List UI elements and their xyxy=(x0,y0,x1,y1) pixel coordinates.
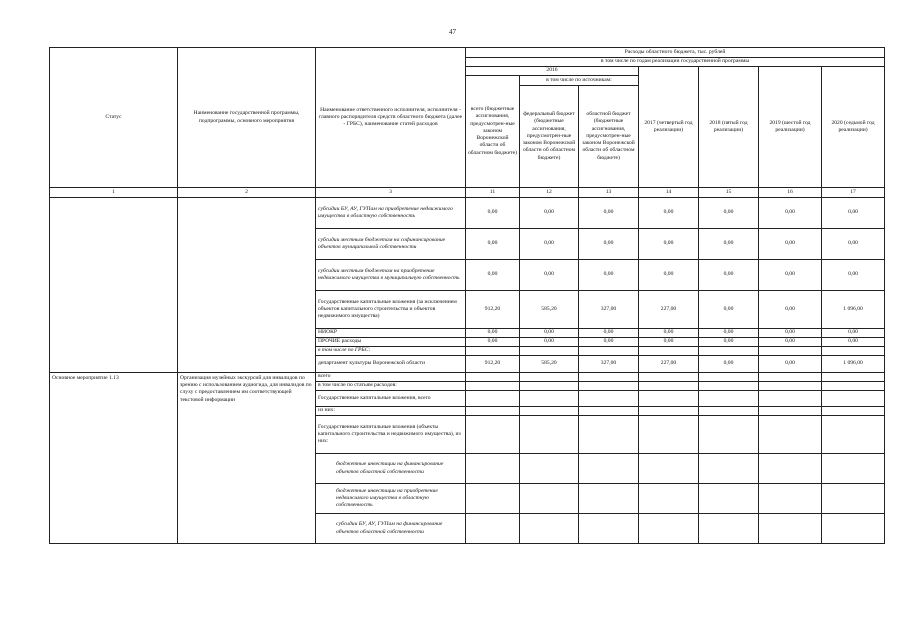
value-cell: 0,00 xyxy=(822,338,885,347)
value-cell xyxy=(579,391,639,407)
value-cell xyxy=(579,373,639,382)
value-cell xyxy=(579,454,639,484)
row-name-empty xyxy=(178,198,316,373)
value-cell: 0,00 xyxy=(466,329,520,338)
value-cell xyxy=(699,454,759,484)
header-executor: Наименование ответственного исполнителя, исполнителя - главного распорядителя средств областного бюджета (далее - ГРБС), наименование статей расходов xyxy=(316,48,466,188)
row-label: департамент культуры Воронежской области xyxy=(316,356,466,373)
col-number: 3 xyxy=(316,188,466,198)
header-2017: 2017 (четвертый год реализации) xyxy=(639,67,699,188)
value-cell xyxy=(520,484,579,514)
value-cell: 0,00 xyxy=(759,356,822,373)
value-cell xyxy=(699,514,759,544)
value-cell: 0,00 xyxy=(822,329,885,338)
value-cell xyxy=(759,373,822,382)
row-label: бюджетные инвестиции на приобретение недвижимого имущества в областную собственность xyxy=(316,484,466,514)
value-cell: 585,20 xyxy=(520,291,579,329)
col-number: 16 xyxy=(759,188,822,198)
header-by-year: в том числе по годам реализации государственной программы xyxy=(466,58,885,67)
budget-table xyxy=(49,47,885,544)
value-cell xyxy=(520,454,579,484)
header-program-name: Наименование государственной программы, подпрограммы, основного мероприятия xyxy=(178,48,316,188)
value-cell: 0,00 xyxy=(466,260,520,291)
value-cell: 912,20 xyxy=(466,356,520,373)
row-label: Государственные капитальные вложения (объекты капитального строительства и недвижимого имущества), из них: xyxy=(316,416,466,454)
col-number: 14 xyxy=(639,188,699,198)
section-name: Организация музейных экскурсий для инвалидов по зрению с использованием аудиогида, для инвалидов по слуху с предоставлением им соответствующей текстовой информации xyxy=(178,373,316,544)
value-cell xyxy=(520,514,579,544)
value-cell: 0,00 xyxy=(639,260,699,291)
value-cell xyxy=(520,382,579,391)
value-cell: 0,00 xyxy=(759,260,822,291)
value-cell: 0,00 xyxy=(699,356,759,373)
col-number: 17 xyxy=(822,188,885,198)
section-status: Основное мероприятие 1.13 xyxy=(50,373,178,544)
col-number: 1 xyxy=(50,188,178,198)
value-cell xyxy=(579,416,639,454)
header-2020: 2020 (седьмой год реализации) xyxy=(822,67,885,188)
value-cell: 0,00 xyxy=(579,329,639,338)
value-cell xyxy=(520,407,579,416)
value-cell xyxy=(466,514,520,544)
row-label: субсидии БУ, АУ, ГУПам на приобретение недвижимого имущества в областную собственность xyxy=(316,198,466,229)
row-label: субсидии местным бюджетам на софинансирование объектов муниципальной собственности xyxy=(316,229,466,260)
value-cell xyxy=(699,347,759,356)
value-cell: 0,00 xyxy=(822,229,885,260)
value-cell xyxy=(466,347,520,356)
value-cell: 0,00 xyxy=(699,338,759,347)
value-cell xyxy=(466,373,520,382)
value-cell: 0,00 xyxy=(822,198,885,229)
col-number: 11 xyxy=(466,188,520,198)
value-cell: 0,00 xyxy=(699,229,759,260)
value-cell xyxy=(639,407,699,416)
value-cell: 585,20 xyxy=(520,356,579,373)
header-2018: 2018 (пятый год реализации) xyxy=(699,67,759,188)
value-cell xyxy=(759,347,822,356)
value-cell xyxy=(579,514,639,544)
col-number: 12 xyxy=(520,188,579,198)
header-2016: 2016 xyxy=(466,67,639,76)
value-cell: 1 096,00 xyxy=(822,291,885,329)
col-number: 2 xyxy=(178,188,316,198)
header-incl-sources: в том числе по источникам: xyxy=(520,76,639,86)
table-row xyxy=(50,373,885,382)
row-label: в том числе по статьям расходов: xyxy=(316,382,466,391)
value-cell xyxy=(466,391,520,407)
value-cell: 0,00 xyxy=(699,198,759,229)
value-cell xyxy=(699,373,759,382)
row-label: Государственные капитальные вложения, всего xyxy=(316,391,466,407)
value-cell xyxy=(639,373,699,382)
value-cell: 0,00 xyxy=(639,329,699,338)
value-cell xyxy=(822,454,885,484)
value-cell xyxy=(822,484,885,514)
value-cell: 0,00 xyxy=(699,291,759,329)
value-cell: 0,00 xyxy=(759,338,822,347)
value-cell: 227,00 xyxy=(639,356,699,373)
value-cell: 0,00 xyxy=(579,198,639,229)
value-cell xyxy=(759,391,822,407)
value-cell xyxy=(520,347,579,356)
value-cell xyxy=(520,416,579,454)
col-number: 13 xyxy=(579,188,639,198)
value-cell xyxy=(466,454,520,484)
value-cell: 0,00 xyxy=(466,338,520,347)
value-cell xyxy=(579,347,639,356)
value-cell xyxy=(639,391,699,407)
value-cell: 0,00 xyxy=(520,329,579,338)
row-status-empty xyxy=(50,198,178,373)
value-cell xyxy=(822,382,885,391)
header-expenses: Расходы областного бюджета, тыс. рублей xyxy=(466,48,885,58)
column-number-row xyxy=(50,188,885,198)
value-cell: 0,00 xyxy=(759,329,822,338)
value-cell xyxy=(639,347,699,356)
value-cell: 0,00 xyxy=(520,260,579,291)
col-number: 15 xyxy=(699,188,759,198)
value-cell: 0,00 xyxy=(759,291,822,329)
value-cell: 1 096,00 xyxy=(822,356,885,373)
value-cell xyxy=(822,347,885,356)
value-cell xyxy=(699,391,759,407)
value-cell xyxy=(466,382,520,391)
continued-rows xyxy=(50,198,885,373)
value-cell: 0,00 xyxy=(759,229,822,260)
row-label: Государственные капитальные вложения (за исключением объектов капитального строительства и объектов недвижимого имущества) xyxy=(316,291,466,329)
value-cell xyxy=(639,484,699,514)
value-cell xyxy=(520,373,579,382)
value-cell xyxy=(759,407,822,416)
value-cell: 327,00 xyxy=(579,356,639,373)
value-cell xyxy=(466,407,520,416)
row-label: субсидии БУ, АУ, ГУПам на финансирование объектов областной собственности xyxy=(316,514,466,544)
section-1-13 xyxy=(50,373,885,544)
value-cell: 0,00 xyxy=(520,229,579,260)
page-number: 47 xyxy=(449,28,456,36)
table-header xyxy=(50,48,885,198)
table-row xyxy=(50,198,885,229)
value-cell xyxy=(639,416,699,454)
value-cell: 0,00 xyxy=(466,198,520,229)
value-cell xyxy=(822,416,885,454)
row-label: ПРОЧИЕ расходы xyxy=(316,338,466,347)
value-cell xyxy=(822,391,885,407)
row-label: из них: xyxy=(316,407,466,416)
value-cell xyxy=(639,514,699,544)
value-cell xyxy=(699,484,759,514)
value-cell xyxy=(699,407,759,416)
value-cell: 0,00 xyxy=(822,260,885,291)
value-cell: 0,00 xyxy=(520,338,579,347)
value-cell: 0,00 xyxy=(639,338,699,347)
value-cell xyxy=(759,514,822,544)
value-cell xyxy=(520,391,579,407)
value-cell xyxy=(699,416,759,454)
value-cell: 912,20 xyxy=(466,291,520,329)
value-cell xyxy=(579,484,639,514)
row-label: всего xyxy=(316,373,466,382)
value-cell: 0,00 xyxy=(639,229,699,260)
value-cell: 0,00 xyxy=(639,198,699,229)
row-label: в том числе по ГРБС: xyxy=(316,347,466,356)
value-cell xyxy=(822,373,885,382)
value-cell xyxy=(822,514,885,544)
value-cell xyxy=(466,484,520,514)
value-cell: 0,00 xyxy=(699,260,759,291)
value-cell xyxy=(759,416,822,454)
value-cell: 327,00 xyxy=(579,291,639,329)
value-cell: 0,00 xyxy=(759,198,822,229)
value-cell: 0,00 xyxy=(579,229,639,260)
value-cell: 227,00 xyxy=(639,291,699,329)
value-cell: 0,00 xyxy=(520,198,579,229)
value-cell: 0,00 xyxy=(579,338,639,347)
header-regional: областной бюджет (бюджетные ассигнования, предусмотрен-ные законом Воронежской области об областном бюджете) xyxy=(579,86,639,188)
value-cell xyxy=(759,454,822,484)
header-total: всего (бюджетные ассигнования, предусмотрен-ные законом Воронежской области об областном бюджете) xyxy=(466,76,520,188)
value-cell xyxy=(639,454,699,484)
value-cell xyxy=(466,416,520,454)
value-cell xyxy=(579,407,639,416)
header-federal: федеральный бюджет (бюджетные ассигнования, предусмотрен-ные законом Воронежской области об областном бюджете) xyxy=(520,86,579,188)
value-cell: 0,00 xyxy=(466,229,520,260)
row-label: бюджетные инвестиции на финансирование объектов областной собственности xyxy=(316,454,466,484)
value-cell xyxy=(699,382,759,391)
row-label: субсидии местным бюджетам на приобретение недвижимого имущества в муниципальную собственность xyxy=(316,260,466,291)
value-cell xyxy=(639,382,699,391)
row-label: НИОКР xyxy=(316,329,466,338)
value-cell xyxy=(759,382,822,391)
value-cell xyxy=(759,484,822,514)
value-cell: 0,00 xyxy=(699,329,759,338)
header-2019: 2019 (шестой год реализации) xyxy=(759,67,822,188)
value-cell: 0,00 xyxy=(579,260,639,291)
value-cell xyxy=(579,382,639,391)
value-cell xyxy=(822,407,885,416)
header-status: Статус xyxy=(50,48,178,188)
